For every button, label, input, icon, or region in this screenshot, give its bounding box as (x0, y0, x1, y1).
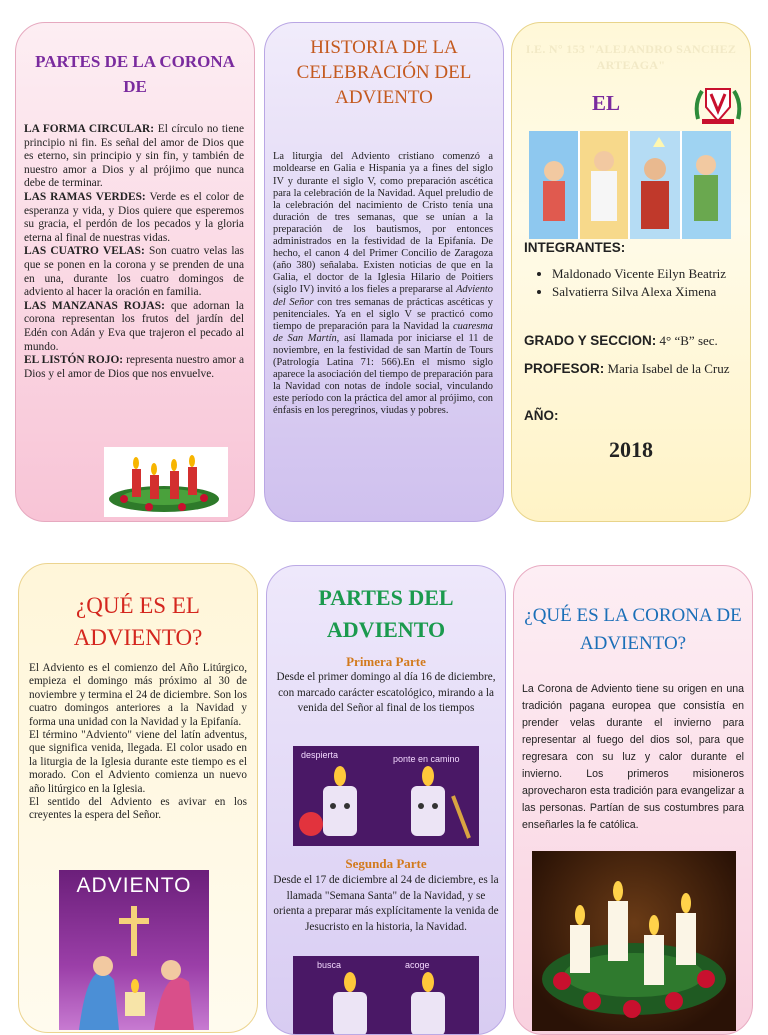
panel1-title: PARTES DE LA CORONA DE (35, 52, 235, 96)
panel2-body: La liturgia del Adviento cristiano comenzó a moldearse en Galia e Hispania ya a fines del siglo IV y durante el siglo V, como preparación ascética para la celebración de la Navidad. Aquel preludio de la celebración del nacimiento de Cristo tenía una duración de tres semanas, que se unían a la preparación de los bautismos, por entonces administrados en la festividad de la Epifanía. De hecho, el canon 4 del Primer Concilio de Zaragoza (año 380) señalaba. Existen noticias de que en la Galia, el doctor de la Iglesia Hilario de Poitiers (siglo IV) invitó a los fieles a prepararse al Adviento del Señor con tres semanas de prácticas ascéticas y penitenciales. Ya en el siglo V se practicó como tiempo de preparación para la Navidad la cuaresma de San Martín, así llamada por iniciarse el 11 de noviembre, en la festividad de san Martín de Tours (Patrología Latina 71: 566).En el mismo siglo aparece la asociación del tiempo de preparación para la Navidad con notas de índole social, vinculando este período con la práctica del amor al prójimo, con énfasis en los peregrinos, viudas y pobres. (273, 151, 493, 417)
panel-partes-adviento (266, 565, 506, 1035)
label-acoge: acoge (405, 960, 430, 970)
anio-value: 2018 (609, 437, 653, 462)
part2-text: Desde el 17 de diciembre al 24 de diciembre, es la llamada "Semana Santa" de la Navidad, y se orienta a preparar más explícitamente la venida de Jesucristo en la historia, la Navidad. (273, 874, 499, 933)
integrantes-list (524, 265, 740, 301)
profesor-row: PROFESOR: Maria Isabel de la Cruz (524, 361, 730, 376)
part1-text: Desde el primer domingo al día 16 de diciembre, con marcado carácter escatológico, mirando a la venida del Señor al final de los tiempos (276, 671, 496, 715)
panel6-body: La Corona de Adviento tiene su origen en una tradición pagana europea que consistía en prender velas durante el invierno para representar al fuego del dios sol, para que regresara con su luz y calor durante el invierno. Los primeros misioneros aprovecharon esta tradición para evangelizar a las personas. Partían de sus costumbres para enseñarles la fe católica. (522, 682, 744, 831)
candles-illustration-1 (293, 746, 479, 846)
paragraph: El Adviento es el comienzo del Año Litúrgico, empieza el domingo más próximo al 30 de noviembre y termina el 24 de diciembre. Son los cuatro domingos anteriores a la Navidad y forma una unidad con la Navidad y la Epifanía. (29, 662, 247, 728)
label-ponte-en-camino: ponte en camino (393, 754, 460, 764)
item-forma-circular: LA FORMA CIRCULAR: El círculo no tiene principio ni fin. Es señal del amor de Dios que es eterno, sin principio y sin fin, y también de nuestro amor a Dios y al prójimo que nunca debe de terminar. (24, 123, 244, 190)
list-item: • Salvatierra Silva Alexa Ximena (552, 283, 740, 301)
panel5-title: PARTES DEL ADVIENTO (318, 585, 454, 642)
panel2-title: HISTORIA DE LA CELEBRACIÓN DEL ADVIENTO (296, 37, 472, 108)
part1-title: Primera Parte (346, 654, 426, 669)
poster-word: ADVIENTO (76, 874, 192, 897)
panel6-title: ¿QUÉ ES LA CORONA DE ADVIENTO? (524, 605, 742, 654)
panel-que-es-corona (513, 565, 753, 1035)
item-ramas-verdes: LAS RAMAS VERDES: Verde es el color de esperanza y vida, y Dios quiere que esperemos su gracia, el perdón de los pecados y la gloria eterna al final de nuestras vidas. (24, 190, 244, 244)
label-despierta: despierta (301, 750, 339, 760)
school-name: I.E. N° 153 "ALEJANDRO SANCHEZ ARTEAGA" (525, 42, 737, 72)
paragraph: El sentido del Adviento es avivar en los creyentes la espera del Señor. (29, 796, 247, 822)
item-cuatro-velas: LAS CUATRO VELAS: Son cuatro velas las que se ponen en la corona y se prenden de una en una, durante los cuatro domingos de adviento al hacer la oración en familia. (24, 245, 244, 299)
item-manzanas-rojas: LAS MANZANAS ROJAS: que adornan la corona representan los frutos del jardín del Edén con Adán y Eva que trajeron el pecado al mundo. (24, 299, 244, 353)
school-crest-icon (692, 83, 744, 127)
item-liston-rojo: EL LISTÓN ROJO: representa nuestro amor a Dios y el amor de Dios que nos envuelve. (24, 354, 244, 380)
advent-wreath-illustration (104, 447, 228, 517)
panel-partes-corona (15, 22, 255, 522)
cover-el: EL (592, 91, 621, 115)
advent-wreath-photo (532, 851, 736, 1031)
list-item: • Maldonado Vicente Eilyn Beatriz (552, 265, 740, 283)
paragraph: El término "Adviento" viene del latín adventus, que significa venida, llegada. El color usado en la liturgia de la Iglesia durante este tiempo es el morado. Con el Adviento comienza un nuevo año litúrgico en la Iglesia. (29, 729, 247, 795)
panel-que-es-adviento (18, 563, 258, 1033)
grado-row: GRADO Y SECCION: 4° “B” sec. (524, 333, 718, 348)
candles-illustration-2 (293, 956, 479, 1035)
panel4-body (29, 662, 247, 823)
panel-historia (264, 22, 504, 522)
part2-title: Segunda Parte (345, 856, 427, 871)
anio-row: AÑO: (524, 408, 559, 423)
label-busca: busca (317, 960, 342, 970)
adviento-poster (59, 870, 209, 1030)
advent-story-collage (529, 131, 731, 239)
panel4-title: ¿QUÉ ES EL ADVIENTO? (73, 593, 203, 650)
integrantes-section (524, 239, 740, 301)
panel1-body (24, 123, 244, 381)
integrantes-label: INTEGRANTES: (524, 240, 626, 255)
panel-cover (511, 22, 751, 522)
